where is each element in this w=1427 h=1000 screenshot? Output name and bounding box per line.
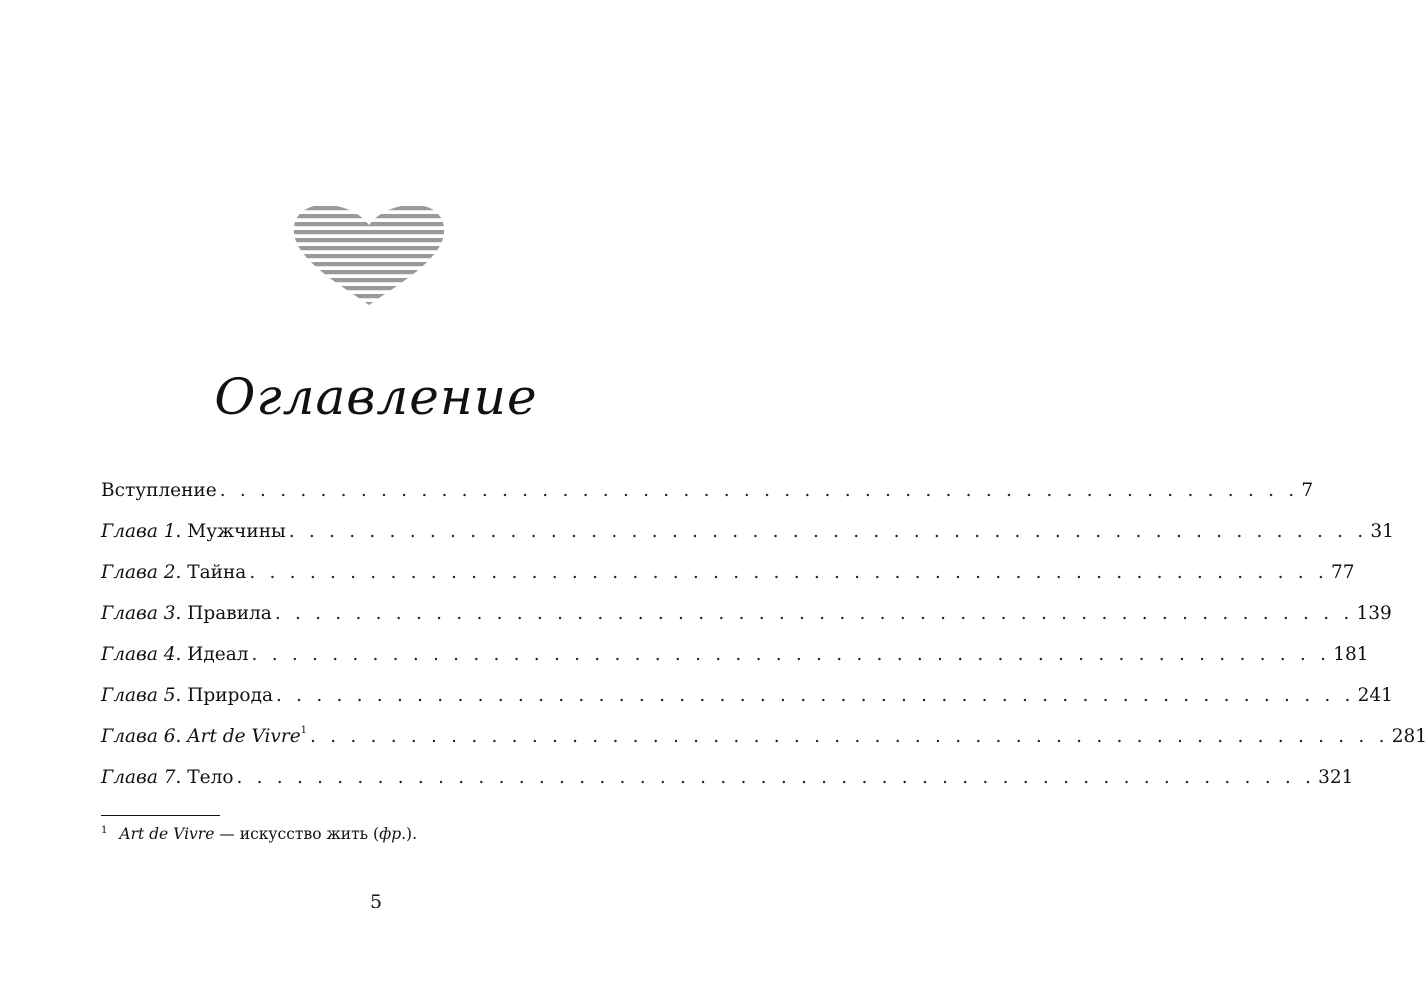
toc-page-number: 321 [1318, 767, 1354, 788]
toc-leader-dots: . . . . . . . . . . . . . . . . . . . . . . . . . . . . . . . . . . . . . . . . . . . . . . . . . . . . . . [276, 685, 1355, 706]
footnote-close: ). [406, 825, 418, 843]
heart-stripe [292, 254, 446, 258]
toc-chapter-title: Идеал [187, 644, 249, 665]
toc-chapter-number: Глава 4 [101, 644, 176, 665]
toc-chapter-number: Глава 7 [101, 767, 176, 788]
toc-entry-label: Глава 1. Мужчины [101, 521, 286, 542]
toc-entry-label: Глава 3. Правила [101, 603, 272, 624]
footnote-text: искусство жить ( [239, 825, 380, 843]
toc-chapter-number: Глава 3 [101, 603, 176, 624]
heart-stripe [292, 238, 446, 242]
toc-entry-label: Глава 2. Тайна [101, 562, 247, 583]
heart-stripe [292, 270, 446, 274]
heart-stripe [292, 262, 446, 266]
toc-page-number: 7 [1301, 480, 1314, 501]
striped-heart-icon [292, 203, 446, 307]
toc-leader-dots: . . . . . . . . . . . . . . . . . . . . . . . . . . . . . . . . . . . . . . . . . . . . . . . . . . . . . . [288, 521, 1368, 542]
heart-stripe [292, 278, 446, 282]
heart-stripe [292, 230, 446, 234]
toc-chapter-number: Глава 6 [101, 726, 176, 747]
toc-chapter-number: Глава 1 [101, 521, 176, 542]
toc-entry-label: Глава 5. Природа [101, 685, 273, 706]
toc-chapter-title: Мужчины [187, 521, 286, 542]
toc-page-number: 139 [1356, 603, 1392, 624]
heart-stripe [292, 302, 446, 306]
page-number: 5 [369, 891, 383, 913]
toc-chapter-title: Вступление [101, 480, 217, 501]
page-title: Оглавление [214, 368, 538, 426]
toc-leader-dots: . . . . . . . . . . . . . . . . . . . . . . . . . . . . . . . . . . . . . . . . . . . . . . . . . . . . . . [310, 726, 1389, 747]
footnote-divider [101, 815, 220, 816]
toc-entry [101, 757, 1354, 798]
toc-entry-label: Глава 4. Идеал [101, 644, 249, 665]
toc-entry [101, 675, 1393, 716]
toc-chapter-title: Правила [187, 603, 272, 624]
heart-stripe [292, 246, 446, 250]
footnote [101, 822, 417, 846]
toc-entry [101, 511, 1394, 552]
heart-stripe [292, 294, 446, 298]
toc-entry [101, 470, 1314, 511]
toc-chapter-title: Тело [187, 767, 234, 788]
toc-chapter-title: Тайна [187, 562, 247, 583]
toc-entry [101, 634, 1369, 675]
toc-page-number: 281 [1391, 726, 1427, 747]
toc-chapter-number: Глава 5 [101, 685, 176, 706]
footnote-term: Art de Vivre [119, 825, 215, 843]
footnote-mark: 1 [101, 824, 108, 836]
toc-leader-dots: . . . . . . . . . . . . . . . . . . . . . . . . . . . . . . . . . . . . . . . . . . . . . . . . . . . . . . [249, 562, 1328, 583]
heart-stripe [292, 206, 446, 210]
toc-entry-label: Глава 7. Тело [101, 767, 234, 788]
toc-chapter-number: Глава 2 [101, 562, 176, 583]
toc-entry [101, 552, 1355, 593]
heart-stripe [292, 286, 446, 290]
heart-stripe [292, 214, 446, 218]
heart-stripe [292, 222, 446, 226]
footnote-lang: фр. [379, 825, 407, 843]
toc-page-number: 241 [1357, 685, 1393, 706]
toc-entry [101, 716, 1427, 757]
toc-page-number: 181 [1333, 644, 1369, 665]
toc-leader-dots: . . . . . . . . . . . . . . . . . . . . . . . . . . . . . . . . . . . . . . . . . . . . . . . . . . . . . . [219, 480, 1299, 501]
footnote-reference: 1 [300, 724, 308, 736]
toc-leader-dots: . . . . . . . . . . . . . . . . . . . . . . . . . . . . . . . . . . . . . . . . . . . . . . . . . . . . . . [274, 603, 1354, 624]
table-of-contents [101, 470, 1427, 798]
toc-page-number: 77 [1330, 562, 1355, 583]
toc-chapter-title: Art de Vivre [187, 726, 301, 747]
footnote-dash: — [214, 825, 240, 843]
toc-leader-dots: . . . . . . . . . . . . . . . . . . . . . . . . . . . . . . . . . . . . . . . . . . . . . . . . . . . . . . [251, 644, 1331, 665]
toc-chapter-title: Природа [187, 685, 273, 706]
toc-entry [101, 593, 1392, 634]
toc-page-number: 31 [1370, 521, 1394, 542]
toc-entry-label [101, 470, 217, 511]
toc-entry-label: Глава 6. Art de Vivre$^1$ [101, 724, 308, 747]
toc-leader-dots: . . . . . . . . . . . . . . . . . . . . . . . . . . . . . . . . . . . . . . . . . . . . . . . . . . . . . . [236, 767, 1316, 788]
